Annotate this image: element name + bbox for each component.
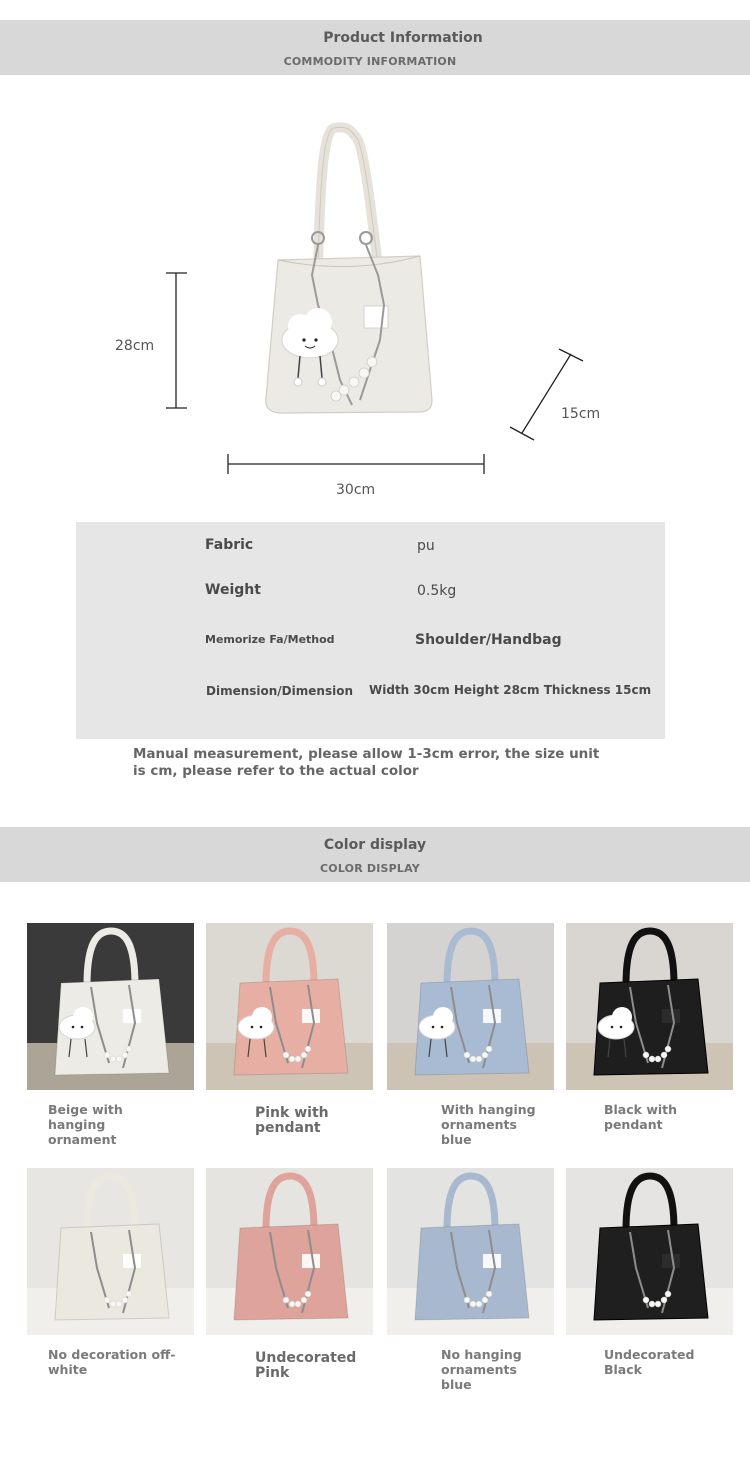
width-bracket (228, 454, 484, 474)
spec-key-method: Memorize Fa/Method (205, 633, 335, 646)
color-label-blue-plain: No hanging ornaments blue (441, 1347, 522, 1392)
color-display-title: Color display (323, 837, 427, 853)
bag-photo (27, 1168, 194, 1335)
bag-label-tag (483, 1009, 501, 1023)
pearl-bead (665, 1291, 671, 1297)
measurement-note: Manual measurement, please allow 1-3cm error, the size unit is cm, please refer to the actual color (133, 746, 600, 779)
dimension-diagram (0, 100, 750, 520)
color-display-subtitle: COLOR DISPLAY (320, 862, 420, 875)
bag-label-tag (483, 1254, 501, 1268)
bag-photo (566, 923, 733, 1090)
spec-value-weight: 0.5kg (417, 583, 457, 599)
height-bracket (166, 273, 187, 408)
cloud-eye (620, 1026, 623, 1029)
pearl-bead (289, 1301, 295, 1307)
cloud-ornament-puff (73, 1007, 93, 1027)
bag-label-tag (123, 1254, 141, 1268)
pearl-bead (110, 1056, 116, 1062)
pearl-bead (305, 1046, 311, 1052)
color-swatch-blue[interactable] (387, 923, 554, 1090)
spec-key-dimension: Dimension/Dimension (206, 684, 353, 698)
cloud-eye (432, 1026, 435, 1029)
bag-dimension-illustration (0, 100, 750, 520)
bag-label-tag (123, 1009, 141, 1023)
color-label-blue: With hanging ornaments blue (441, 1102, 536, 1147)
color-label-black: Black with pendant (604, 1102, 678, 1132)
cloud-eye (441, 1026, 444, 1029)
pearl-bead (655, 1056, 661, 1062)
width-label: 30cm (336, 482, 376, 498)
pearl-bead (486, 1291, 492, 1297)
bag-illustration (266, 127, 432, 413)
color-swatch-beige[interactable] (27, 923, 194, 1090)
pearl-bead (116, 1301, 122, 1307)
color-swatch-blue-plain[interactable] (387, 1168, 554, 1335)
pearl-bead (301, 1052, 307, 1058)
color-label-pink: Pink with pendant (255, 1105, 329, 1136)
bag-photo (206, 1168, 373, 1335)
bag-photo (566, 1168, 733, 1335)
pearl-bead (126, 1291, 132, 1297)
pearl-bead (661, 1297, 667, 1303)
color-swatch-pink[interactable] (206, 923, 373, 1090)
pearl-bead (665, 1046, 671, 1052)
bag-photo (387, 1168, 554, 1335)
cloud-ornament-puff (433, 1007, 453, 1027)
pearl-bead (476, 1301, 482, 1307)
bag-label-tag (302, 1009, 320, 1023)
pearl-bead (464, 1297, 470, 1303)
color-label-beige: Beige with hanging ornament (48, 1102, 123, 1147)
pearl-bead (655, 1301, 661, 1307)
bag-label-tag (662, 1254, 680, 1268)
bag-label-tag (302, 1254, 320, 1268)
color-swatch-pink-plain[interactable] (206, 1168, 373, 1335)
color-swatch-off-white-plain[interactable] (27, 1168, 194, 1335)
color-label-pink-plain: Undecorated Pink (255, 1350, 357, 1381)
spec-key-fabric: Fabric (205, 537, 254, 553)
pearl-bead (470, 1301, 476, 1307)
pearl-bead (486, 1046, 492, 1052)
pearl-bead (305, 1291, 311, 1297)
pearl-bead (643, 1297, 649, 1303)
pearl-bead (295, 1056, 301, 1062)
cloud-eye (251, 1026, 254, 1029)
cloud-eye (260, 1026, 263, 1029)
pearl-bead (283, 1297, 289, 1303)
bag-photo (387, 923, 554, 1090)
cloud-eye (611, 1026, 614, 1029)
pearl-bead (295, 1301, 301, 1307)
color-display-header (0, 827, 750, 882)
pearl-bead (470, 1056, 476, 1062)
pearl-bead (476, 1056, 482, 1062)
product-information-title: Product Information (323, 30, 483, 46)
spec-value-fabric: pu (417, 538, 435, 554)
product-information-header (0, 20, 750, 75)
pearl-bead (289, 1056, 295, 1062)
bag-label-tag (662, 1009, 680, 1023)
spec-value-method: Shoulder/Handbag (415, 632, 562, 648)
cloud-eye (72, 1026, 75, 1029)
color-label-off-white-plain: No decoration off-white (48, 1347, 176, 1377)
spec-value-dimension: Width 30cm Height 28cm Thickness 15cm (369, 683, 652, 697)
bag-photo (27, 923, 194, 1090)
depth-bracket (510, 349, 583, 440)
commodity-information-subtitle: COMMODITY INFORMATION (283, 55, 457, 68)
pearl-bead (126, 1046, 132, 1052)
cloud-ornament-puff (252, 1007, 272, 1027)
color-swatch-black[interactable] (566, 923, 733, 1090)
pearl-bead (122, 1297, 128, 1303)
pearl-bead (482, 1052, 488, 1058)
height-label: 28cm (115, 338, 155, 354)
color-label-black-plain: Undecorated Black (604, 1347, 695, 1377)
spec-key-weight: Weight (205, 582, 261, 598)
spec-table (76, 522, 665, 739)
color-swatch-black-plain[interactable] (566, 1168, 733, 1335)
pearl-bead (643, 1052, 649, 1058)
depth-label: 15cm (561, 406, 601, 422)
pearl-bead (122, 1052, 128, 1058)
pearl-bead (301, 1297, 307, 1303)
pearl-bead (464, 1052, 470, 1058)
pearl-bead (110, 1301, 116, 1307)
cloud-ornament-puff (612, 1007, 632, 1027)
pearl-bead (116, 1056, 122, 1062)
pearl-bead (649, 1301, 655, 1307)
pearl-bead (482, 1297, 488, 1303)
pearl-bead (661, 1052, 667, 1058)
pearl-bead (649, 1056, 655, 1062)
pearl-bead (283, 1052, 289, 1058)
pearl-bead (104, 1052, 110, 1058)
bag-photo (206, 923, 373, 1090)
cloud-eye (81, 1026, 84, 1029)
pearl-bead (104, 1297, 110, 1303)
